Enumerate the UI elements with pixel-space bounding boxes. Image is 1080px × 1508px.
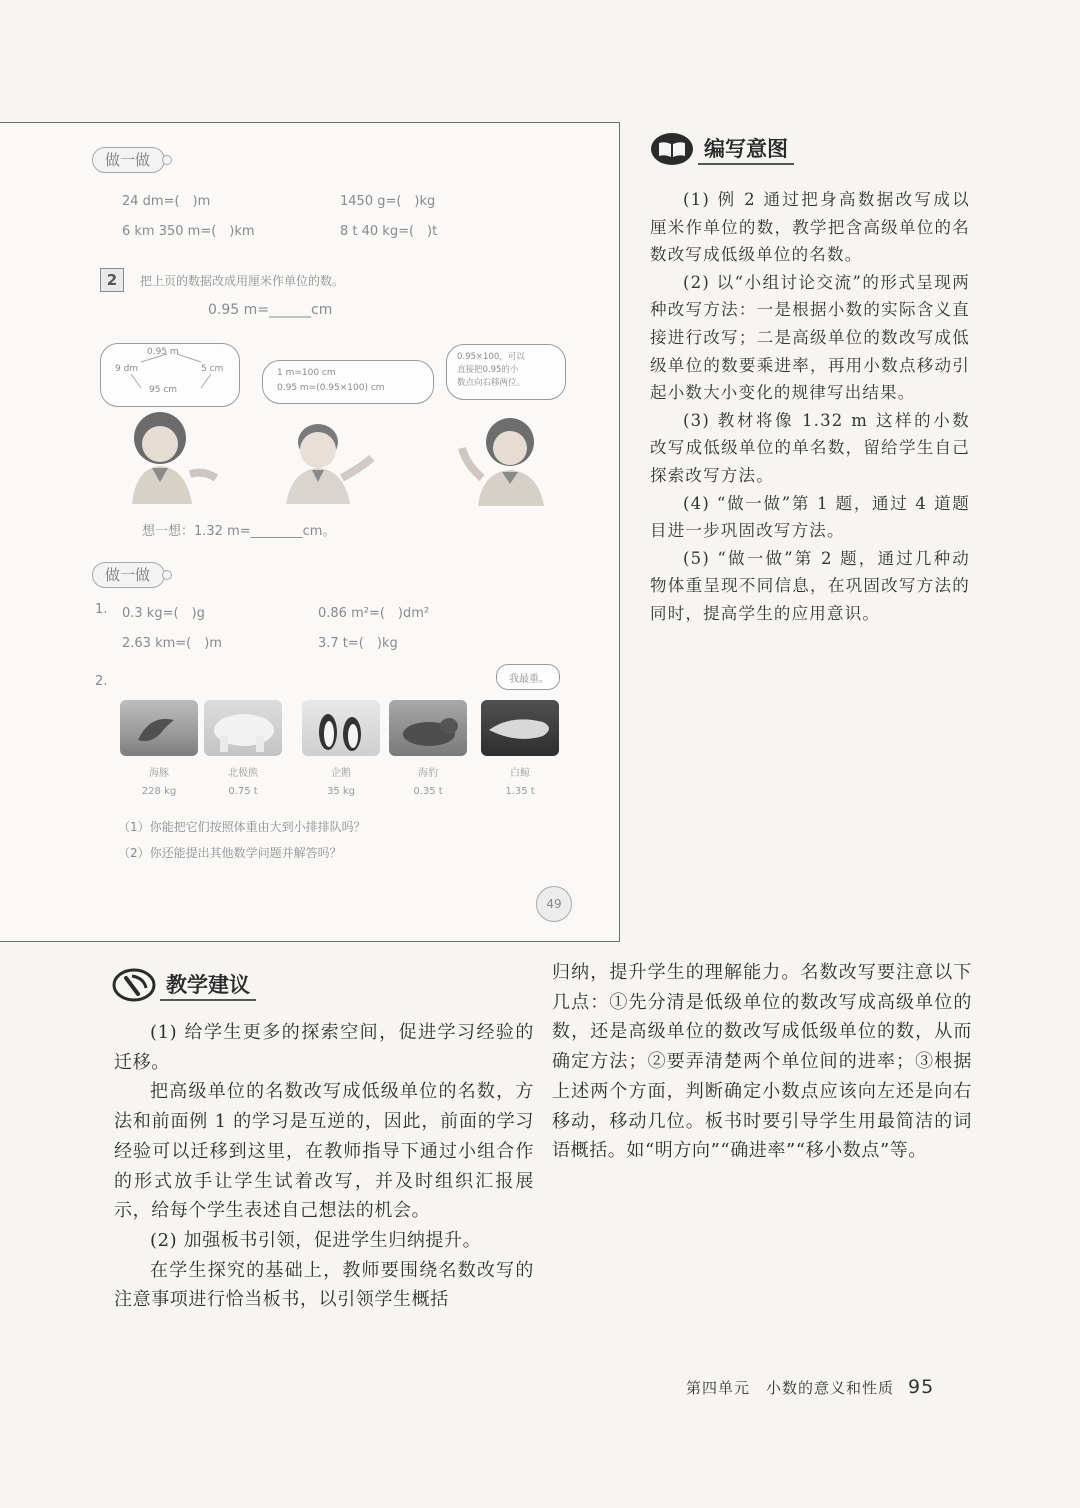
exercise-item: 1450 g=( )kg bbox=[340, 194, 436, 209]
bubble-text: 5 cm bbox=[201, 364, 224, 374]
girl-student-illustration bbox=[112, 408, 222, 508]
bubble-text: 数点向右移两位。 bbox=[457, 378, 526, 388]
girl-student-illustration bbox=[452, 412, 562, 508]
penguin-photo bbox=[302, 700, 380, 756]
do-it-tag: 做一做 bbox=[92, 147, 165, 173]
paragraph: (5) “做一做”第 2 题，通过几种动物体重呈现不同信息，在巩固改写方法的同时，提高学生的应用意识。 bbox=[650, 548, 970, 623]
sub-question: （1）你能把它们按照体重由大到小排排队吗？ bbox=[118, 820, 366, 834]
bubble-text: 1 m=100 cm bbox=[277, 368, 336, 378]
textbook-page-number: 49 bbox=[536, 886, 572, 922]
bubble-text: 0.95 m bbox=[147, 347, 179, 357]
question-number: 1. bbox=[95, 602, 108, 617]
writing-intent-header bbox=[650, 132, 794, 166]
bubble-text: 95 cm bbox=[149, 385, 178, 395]
page-footer bbox=[686, 1376, 934, 1398]
boy-student-illustration bbox=[272, 418, 382, 508]
question-number: 2. bbox=[95, 674, 108, 689]
polar-bear-photo bbox=[204, 700, 282, 756]
exercise-item: 8 t 40 kg=( )t bbox=[340, 224, 438, 239]
animal-name: 北极熊 bbox=[228, 768, 258, 779]
paragraph: (3) 教材将像 1.32 m 这样的小数改写成低级单位的单名数，留给学生自己探索改写方法。 bbox=[650, 410, 970, 485]
teaching-advice-left-column bbox=[114, 1018, 534, 1315]
animal-weight: 1.35 t bbox=[505, 786, 535, 797]
think-prompt: 想一想：1.32 m=________cm。 bbox=[142, 524, 336, 539]
paragraph: (4) “做一做”第 1 题，通过 4 道题目进一步巩固改写方法。 bbox=[650, 493, 970, 541]
exercise-item: 0.86 m²=( )dm² bbox=[318, 606, 430, 621]
section-title: 编写意图 bbox=[698, 133, 794, 165]
paragraph: (2) 加强板书引领，促进学生归纳提升。 bbox=[150, 1229, 482, 1251]
teaching-advice-right-column bbox=[552, 958, 972, 1166]
dolphin-photo bbox=[120, 700, 198, 756]
animal-weight: 35 kg bbox=[326, 786, 356, 797]
speech-bubble bbox=[446, 344, 566, 400]
section-title: 教学建议 bbox=[160, 969, 256, 1001]
example-equation: 0.95 m=______cm bbox=[208, 302, 333, 318]
example-number-box: 2 bbox=[100, 268, 124, 292]
animal-name: 企鹅 bbox=[331, 768, 351, 779]
animal-weight: 0.35 t bbox=[413, 786, 443, 797]
bubble-text: 9 dm bbox=[115, 364, 139, 374]
animal-name: 白鲸 bbox=[510, 768, 530, 779]
bubble-text: 0.95×100，可以 bbox=[457, 352, 525, 362]
speech-bubble bbox=[100, 343, 240, 407]
example-prompt: 把上页的数据改成用厘米作单位的数。 bbox=[140, 274, 345, 288]
bubble-text: 0.95 m=(0.95×100) cm bbox=[277, 383, 385, 393]
chalkboard-pointer-icon bbox=[112, 968, 156, 1002]
paragraph: (2) 以“小组讨论交流”的形式呈现两种改写方法：一是根据小数的实际含义直接进行改写；二是高级单位的数改写成低级单位的数要乘进率，再用小数点移动引起小数大小变化的规律写出结果。 bbox=[650, 272, 970, 403]
animal-weight: 0.75 t bbox=[228, 786, 258, 797]
teaching-advice-header bbox=[112, 968, 256, 1002]
bubble-text: 直接把0.95的小 bbox=[457, 365, 519, 375]
chapter-title: 第四单元 小数的意义和性质 bbox=[686, 1379, 895, 1397]
beluga-photo bbox=[481, 700, 559, 756]
open-book-icon bbox=[650, 132, 694, 166]
page-number: 95 bbox=[908, 1376, 935, 1398]
sub-question: （2）你还能提出其他数学问题并解答吗？ bbox=[118, 846, 342, 860]
paragraph: 把高级单位的名数改写成低级单位的名数，方法和前面例 1 的学习是互逆的，因此，前面的学习经验可以迁移到这里，在教师指导下通过小组合作的形式放手让学生试着改写，并及时组织汇报展示，给每个学生表述自己想法的机会。 bbox=[114, 1081, 534, 1222]
paragraph: (1) 给学生更多的探索空间，促进学习经验的迁移。 bbox=[114, 1022, 534, 1073]
bubble-text: 我最重。 bbox=[509, 674, 549, 685]
speech-bubble bbox=[262, 360, 434, 404]
speech-bubble bbox=[496, 664, 560, 690]
animal-name: 海豚 bbox=[149, 768, 169, 779]
exercise-item: 6 km 350 m=( )km bbox=[122, 224, 255, 239]
animal-weight: 228 kg bbox=[141, 786, 177, 797]
do-it-tag: 做一做 bbox=[92, 562, 165, 588]
seal-photo bbox=[389, 700, 467, 756]
paragraph: 在学生探究的基础上，教师要围绕名数改写的注意事项进行恰当板书，以引领学生概括 bbox=[114, 1259, 534, 1311]
paragraph: (1) 例 2 通过把身高数据改写成以厘米作单位的数，教学把含高级单位的名数改写成低级单位的名数。 bbox=[650, 190, 970, 265]
exercise-item: 3.7 t=( )kg bbox=[318, 636, 398, 651]
writing-intent-body bbox=[650, 186, 970, 628]
exercise-item: 24 dm=( )m bbox=[122, 194, 211, 209]
animal-name: 海豹 bbox=[418, 768, 438, 779]
paragraph: 归纳，提升学生的理解能力。名数改写要注意以下几点：①先分清是低级单位的数改写成高级单位的数，还是高级单位的数改写成低级单位的数，从而确定方法；②要弄清楚两个单位间的进率；③根据上述两个方面，判断确定小数点应该向左还是向右移动，移动几位。板书时要引导学生用最简洁的词语概括。如“明方向”“确进率”“移小数点”等。 bbox=[552, 962, 972, 1162]
exercise-item: 2.63 km=( )m bbox=[122, 636, 222, 651]
exercise-item: 0.3 kg=( )g bbox=[122, 606, 205, 621]
